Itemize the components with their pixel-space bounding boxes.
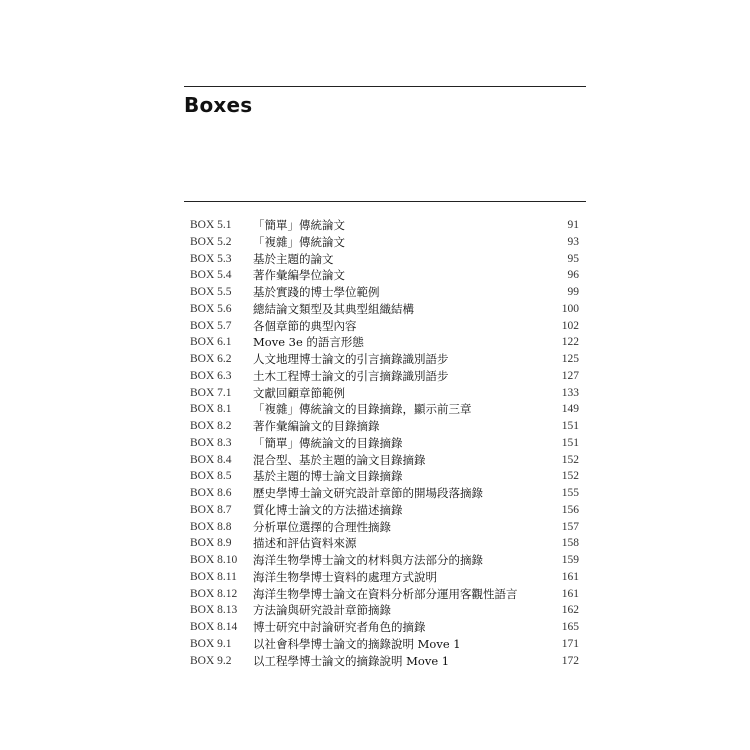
box-title: 博士研究中討論研究者角色的摘錄	[253, 620, 426, 634]
box-title: 混合型、基於主題的論文目錄摘錄	[253, 452, 426, 467]
page-number: 171	[561, 637, 579, 650]
page-number: 151	[561, 420, 579, 432]
list-item	[190, 586, 579, 603]
box-number: BOX 6.3	[190, 369, 232, 382]
box-title: 基於實踐的博士學位範例	[253, 285, 380, 299]
box-title: 土木工程博士論文的引言摘錄識別語步	[253, 368, 449, 383]
box-title: 「複雜」傳統論文的目錄摘錄，顯示前三章	[253, 402, 472, 417]
box-title: Move 3e 的語言形態	[253, 335, 364, 350]
page-number: 159	[561, 554, 579, 566]
box-title: 以工程學博士論文的摘錄說明 Move 1	[253, 653, 450, 668]
page-number: 125	[561, 353, 579, 365]
page-number: 93	[567, 235, 579, 248]
box-number: BOX 5.5	[190, 286, 232, 298]
box-title: 各個章節的典型內容	[253, 318, 357, 333]
list-item	[190, 552, 579, 569]
list-item	[190, 619, 579, 636]
box-number: BOX 8.2	[190, 420, 232, 432]
page-number: 156	[561, 503, 579, 516]
page-number: 91	[567, 219, 579, 231]
page-number: 155	[561, 487, 579, 499]
box-number: BOX 5.6	[190, 302, 232, 315]
box-number: BOX 5.3	[190, 252, 232, 265]
box-title: 總結論文類型及其典型組織結構	[253, 301, 414, 316]
page-number: 165	[561, 621, 579, 633]
box-number: BOX 7.1	[190, 386, 232, 399]
page-number: 102	[561, 319, 579, 332]
box-number: BOX 9.1	[190, 637, 232, 650]
box-number: BOX 5.1	[190, 219, 232, 231]
list-item	[190, 267, 579, 284]
box-number: BOX 8.6	[190, 487, 232, 499]
list-item	[190, 535, 579, 552]
box-title: 歷史學博士論文研究設計章節的開場段落摘錄	[253, 486, 483, 500]
box-title: 描述和評估資料來源	[253, 536, 357, 551]
box-title: 人文地理博士論文的引言摘錄識別語步	[253, 352, 449, 366]
box-number: BOX 5.4	[190, 269, 232, 282]
box-number: BOX 8.10	[190, 554, 238, 566]
page-number: 95	[567, 252, 579, 265]
box-number: BOX 5.2	[190, 235, 232, 248]
box-number: BOX 8.9	[190, 537, 232, 550]
box-number: BOX 8.5	[190, 470, 232, 483]
box-number: BOX 8.3	[190, 436, 232, 449]
list-item	[190, 452, 579, 469]
page-number: 172	[561, 654, 579, 667]
box-title: 海洋生物學博士論文的材料與方法部分的摘錄	[253, 553, 483, 567]
box-number: BOX 8.14	[190, 621, 238, 633]
list-item	[190, 485, 579, 502]
box-list	[190, 217, 579, 669]
box-title: 以社會科學博士論文的摘錄說明 Move 1	[253, 636, 461, 651]
list-item	[190, 502, 579, 519]
box-number: BOX 6.2	[190, 353, 232, 365]
box-number: BOX 5.7	[190, 319, 232, 332]
list-item	[190, 636, 579, 653]
page-number: 99	[567, 286, 579, 298]
list-item	[190, 602, 579, 619]
box-number: BOX 8.8	[190, 520, 232, 533]
list-rule	[184, 201, 586, 202]
page-number: 149	[561, 403, 579, 416]
page-number: 152	[561, 453, 579, 466]
list-item	[190, 418, 579, 435]
list-item	[190, 385, 579, 402]
page-number: 161	[561, 570, 579, 583]
list-item	[190, 334, 579, 351]
page-number: 157	[561, 520, 579, 533]
box-title: 基於主題的論文	[253, 251, 334, 266]
box-title: 海洋生物學博士資料的處理方式說明	[253, 569, 437, 584]
box-title: 方法論與研究設計章節摘錄	[253, 603, 391, 618]
page-number: 96	[567, 269, 579, 282]
box-number: BOX 8.7	[190, 503, 232, 516]
page-number: 122	[561, 336, 579, 349]
list-item	[190, 569, 579, 586]
box-title: 分析單位選擇的合理性摘錄	[253, 519, 391, 534]
box-title: 文獻回顧章節範例	[253, 385, 345, 400]
top-rule	[184, 86, 586, 87]
box-title: 「簡單」傳統論文	[253, 218, 345, 232]
box-title: 海洋生物學博士論文在資料分析部分運用客觀性語言	[253, 586, 518, 601]
list-item	[190, 519, 579, 536]
box-title: 「簡單」傳統論文的目錄摘錄	[253, 435, 403, 450]
box-number: BOX 8.11	[190, 570, 237, 583]
box-number: BOX 8.12	[190, 587, 238, 600]
box-number: BOX 9.2	[190, 654, 232, 667]
list-item	[190, 301, 579, 318]
list-item	[190, 234, 579, 251]
box-title: 質化博士論文的方法描述摘錄	[253, 502, 403, 517]
page-number: 151	[561, 436, 579, 449]
box-title: 著作彙編學位論文	[253, 268, 345, 283]
list-item	[190, 653, 579, 670]
box-number: BOX 6.1	[190, 336, 232, 349]
list-item	[190, 468, 579, 485]
page-number: 127	[561, 369, 579, 382]
list-item	[190, 217, 579, 234]
page-number: 152	[561, 470, 579, 483]
list-item	[190, 368, 579, 385]
page-number: 100	[561, 302, 579, 315]
page-number: 158	[561, 537, 579, 550]
page-number: 162	[561, 604, 579, 617]
box-title: 著作彙編論文的目錄摘錄	[253, 419, 380, 433]
box-number: BOX 8.4	[190, 453, 232, 466]
list-item	[190, 401, 579, 418]
page-title: Boxes	[184, 93, 253, 117]
box-title: 基於主題的博士論文目錄摘錄	[253, 469, 403, 484]
box-number: BOX 8.1	[190, 403, 232, 416]
list-item	[190, 351, 579, 368]
list-item	[190, 251, 579, 268]
box-number: BOX 8.13	[190, 604, 238, 617]
page-number: 133	[561, 386, 579, 399]
box-title: 「複雜」傳統論文	[253, 234, 345, 249]
list-item	[190, 318, 579, 335]
list-item	[190, 284, 579, 301]
list-item	[190, 435, 579, 452]
page-number: 161	[561, 587, 579, 600]
